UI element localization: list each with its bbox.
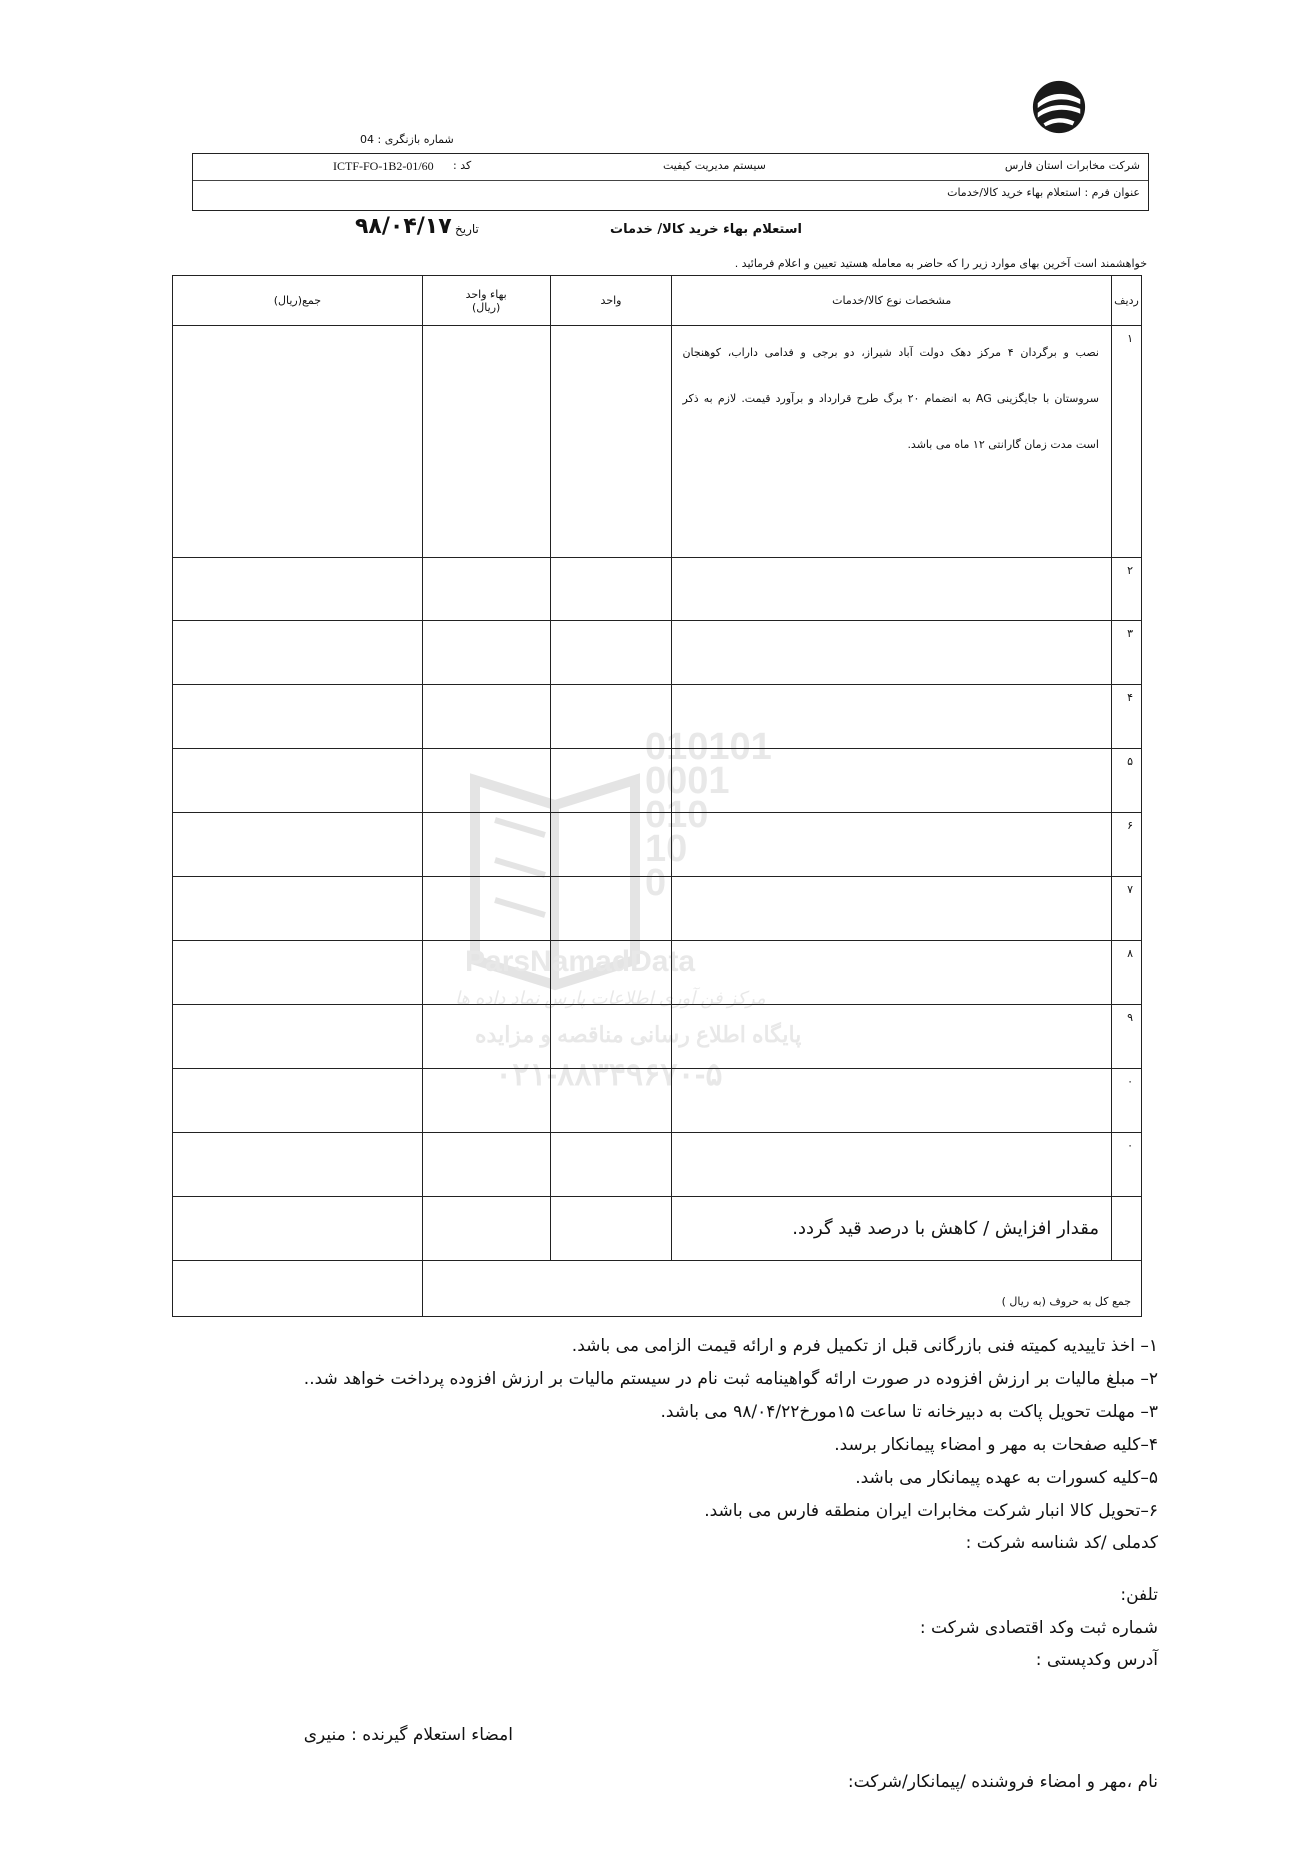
table-row	[173, 685, 1142, 749]
table-row	[173, 749, 1142, 813]
watermark-binary-2: 0001	[645, 760, 730, 802]
row-number: ۷	[1111, 877, 1141, 941]
form-title-label: عنوان فرم : استعلام بهاء خرید کالا/خدمات	[947, 186, 1140, 199]
note-item: ۵–کلیه کسورات به عهده پیمانکار می باشد.	[855, 1468, 1158, 1488]
company-name: شرکت مخابرات استان فارس	[1004, 159, 1140, 172]
row-number: ۸	[1111, 941, 1141, 1005]
table-row	[173, 558, 1142, 621]
table-row	[173, 1005, 1142, 1069]
adjust-row	[173, 1197, 1142, 1261]
revision-number: شماره بازنگری : 04	[360, 133, 454, 146]
table-row	[173, 941, 1142, 1005]
header-row: ردیف	[1111, 276, 1141, 326]
header-total: جمع(ریال)	[173, 276, 423, 326]
watermark-binary-1: 010101	[645, 726, 772, 768]
row-number: ۵	[1111, 749, 1141, 813]
watermark-line2: پایگاه اطلاع رسانی مناقصه و مزایده	[475, 1022, 802, 1047]
row-number: ۹	[1111, 1005, 1141, 1069]
form-code: ICTF-FO-1B2-01/60	[333, 159, 434, 173]
watermark-line1: مرکز فن آوری اطلاعات پارس نماد داده ها	[455, 988, 766, 1008]
table-row	[173, 621, 1142, 685]
row-number: ۰	[1111, 1133, 1141, 1197]
company-logo	[1030, 78, 1088, 136]
note-item: ۲– مبلغ مالیات بر ارزش افزوده در صورت ارائه گواهینامه ثبت نام در سیستم مالیات بر ارزش افزوده پرداخت خواهد شد..	[303, 1369, 1158, 1389]
table-header-row	[173, 276, 1142, 326]
table-row	[173, 1069, 1142, 1133]
page-title: استعلام بهاء خرید کالا/ خدمات	[610, 222, 802, 237]
header-unit-price: بهاء واحد (ریال)	[422, 276, 550, 326]
table-row	[173, 326, 1142, 558]
code-label: کد :	[453, 159, 472, 172]
form-header	[192, 153, 1149, 211]
header-spec: مشخصات نوع کالا/خدمات	[672, 276, 1112, 326]
header-unit: واحد	[550, 276, 672, 326]
note-item: ۶–تحویل کالا انبار شرکت مخابرات ایران منطقه فارس می باشد.	[704, 1501, 1158, 1521]
row-number: ۱	[1111, 326, 1141, 558]
total-row	[173, 1261, 1142, 1317]
note-item: ۱– اخذ تاییدیه کمیته فنی بازرگانی قبل از تکمیل فرم و ارائه قیمت الزامی می باشد.	[571, 1336, 1158, 1356]
date-label: تاریخ	[455, 222, 479, 236]
address-field: آدرس وکدپستی :	[1035, 1650, 1158, 1670]
watermark-brand: ParsNamadData	[465, 945, 696, 978]
row-number: ۰	[1111, 1069, 1141, 1133]
row-number: ۲	[1111, 558, 1141, 621]
watermark-binary-5: 0	[645, 862, 667, 904]
table-row	[173, 1133, 1142, 1197]
intro-text: خواهشمند است آخرین بهای موارد زیر را که حاضر به معامله هستید تعیین و اعلام فرمائید .	[734, 257, 1147, 270]
table-row	[173, 877, 1142, 941]
system-name: سیستم مدیریت کیفیت	[663, 159, 766, 172]
adjust-note: مقدار افزایش / کاهش با درصد قید گردد.	[672, 1197, 1112, 1261]
watermark-phone: ۰۲۱-۸۸۳۴۹۶۷۰-۵	[495, 1056, 723, 1092]
phone-field: تلفن:	[1120, 1585, 1158, 1605]
seller-signature: نام ،مهر و امضاء فروشنده /پیمانکار/شرکت:	[847, 1772, 1158, 1792]
note-item: ۴–کلیه صفحات به مهر و امضاء پیمانکار برسد.	[834, 1435, 1158, 1455]
row-number: ۶	[1111, 813, 1141, 877]
row-number: ۳	[1111, 621, 1141, 685]
watermark-binary-4: 10	[645, 828, 688, 870]
date-value: ۹۸/۰۴/۱۷	[355, 214, 452, 239]
items-table	[172, 275, 1142, 1317]
watermark-binary-3: 010	[645, 794, 709, 836]
notes-list	[38, 1330, 1158, 1528]
receiver-signature: امضاء استعلام گیرنده : منیری	[303, 1725, 513, 1745]
national-id-field: کدملی /کد شناسه شرکت :	[965, 1533, 1158, 1553]
note-item: ۳– مهلت تحویل پاکت به دبیرخانه تا ساعت ۱۵مورخ۹۸/۰۴/۲۲ می باشد.	[660, 1402, 1158, 1422]
total-in-words-label: جمع کل به حروف (به ریال )	[422, 1261, 1141, 1317]
row-number: ۴	[1111, 685, 1141, 749]
table-row	[173, 813, 1142, 877]
item-description: نصب و برگردان ۴ مرکز دهک دولت آباد شیراز، دو برجی و فدامی داراب، کوهنجان سروستان با جایگزینی AG به انضمام ۲۰ برگ طرح قرارداد و برآورد قیمت. لازم به ذکر است مدت زمان گارانتی ۱۲ ماه می باشد.	[672, 326, 1112, 558]
registration-field: شماره ثبت وکد اقتصادی شرکت :	[919, 1618, 1158, 1638]
